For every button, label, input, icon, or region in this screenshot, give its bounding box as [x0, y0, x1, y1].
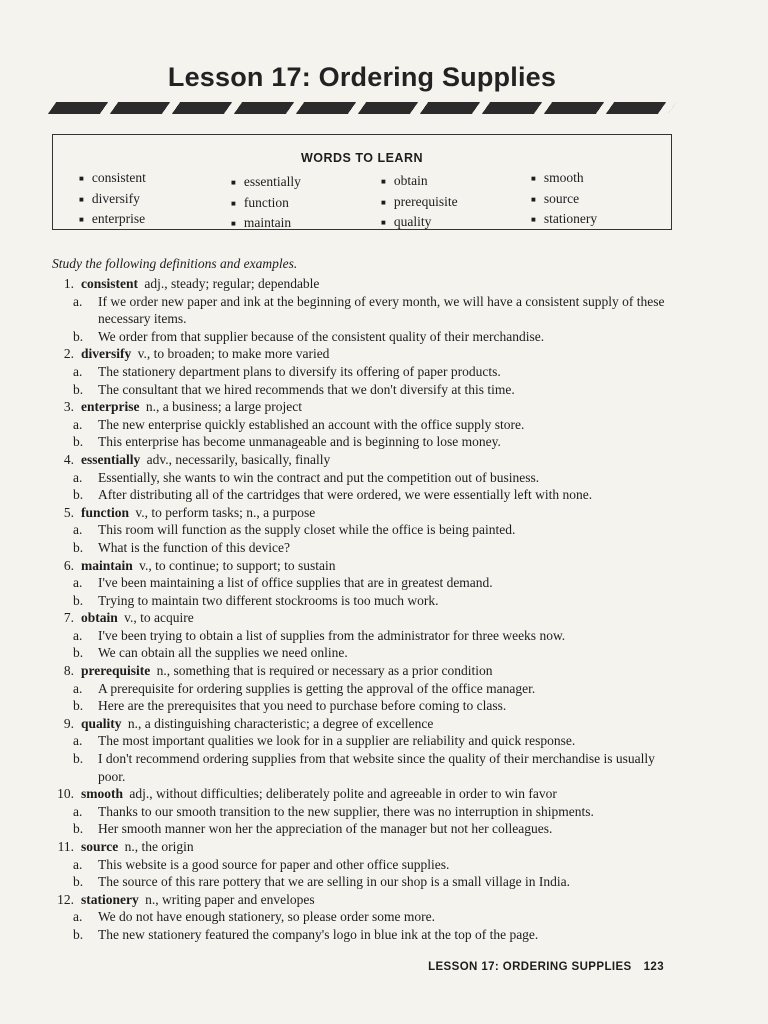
example-letter: a . — [73, 803, 98, 821]
definition-head — [52, 609, 677, 627]
example-sentence — [52, 381, 677, 399]
page-footer — [428, 961, 664, 973]
example-sentence — [52, 732, 677, 750]
word-column-3 — [381, 172, 458, 234]
example-sentence — [52, 469, 677, 487]
vocab-term: source — [81, 839, 119, 854]
example-sentence — [52, 680, 677, 698]
definition-head — [52, 275, 677, 293]
example-text: We do not have enough stationery, so please order some more. — [98, 909, 435, 925]
example-sentence — [52, 416, 677, 434]
word-column-4 — [531, 169, 597, 231]
example-sentence — [52, 521, 677, 539]
definition-head — [52, 398, 677, 416]
example-text: If we order new paper and ink at the beginning of every month, we will have a consistent supply of these necessary items. — [98, 293, 665, 327]
example-letter: a . — [73, 416, 98, 434]
example-text: The source of this rare pottery that we are selling in our shop is a small village in India. — [98, 874, 570, 890]
example-letter: b . — [73, 873, 98, 891]
example-letter: a . — [73, 908, 98, 926]
example-letter: b . — [73, 697, 98, 715]
example-letter: a . — [73, 521, 98, 539]
example-sentence — [52, 592, 677, 610]
words-to-learn-box — [52, 134, 672, 230]
term-definition: adj., without difficulties; deliberately polite and agreeable in order to win favor — [129, 786, 557, 802]
word-column-1 — [79, 169, 146, 231]
words-to-learn-heading: WORDS TO LEARN — [300, 151, 424, 165]
definition-head — [52, 891, 677, 909]
definition-entry — [52, 715, 677, 785]
word-item: ■ enterprise — [79, 210, 146, 231]
example-sentence — [52, 574, 677, 592]
word-item: ■ function — [231, 194, 301, 215]
example-letter: a . — [73, 293, 98, 328]
example-text: A prerequisite for ordering supplies is getting the approval of the office manager. — [98, 680, 536, 696]
example-sentence — [52, 873, 677, 891]
vocab-term: consistent — [81, 276, 138, 291]
example-text: The most important qualities we look for in a supplier are reliability and quick response. — [98, 733, 576, 749]
example-letter: b . — [73, 592, 98, 610]
example-sentence — [52, 820, 677, 838]
example-letter: a . — [73, 680, 98, 698]
example-letter: a . — [73, 856, 98, 874]
example-letter: a . — [73, 732, 98, 750]
definition-entry — [52, 557, 677, 610]
example-letter: b . — [73, 539, 98, 557]
definition-entry — [52, 609, 677, 662]
example-sentence — [52, 908, 677, 926]
example-sentence — [52, 856, 677, 874]
example-text: The new enterprise quickly established an account with the office supply store. — [98, 416, 525, 432]
example-text: Her smooth manner won her the appreciation of the manager but not her colleagues. — [98, 821, 553, 837]
entry-number: 4 . — [52, 451, 76, 469]
entry-number: 9 . — [52, 715, 76, 733]
example-sentence — [52, 750, 677, 785]
term-definition: adv., necessarily, basically, finally — [146, 451, 331, 467]
example-letter: b . — [73, 486, 98, 504]
term-definition: n., something that is required or necessary as a prior condition — [156, 663, 493, 679]
entry-number: 6 . — [52, 557, 76, 575]
example-text: Trying to maintain two different stockrooms is too much work. — [98, 592, 439, 608]
vocab-term: obtain — [81, 610, 118, 626]
term-definition: n., the origin — [124, 839, 194, 854]
vocab-term: smooth — [81, 786, 124, 802]
term-definition: adj., steady; regular; dependable — [144, 276, 320, 291]
entry-number: 2 . — [52, 345, 76, 363]
vocab-term: stationery — [81, 891, 139, 907]
word-item: ■ smooth — [531, 169, 597, 190]
definition-head — [52, 504, 677, 522]
example-letter: a . — [73, 363, 98, 381]
example-sentence — [52, 803, 677, 821]
definition-head — [52, 662, 677, 680]
example-sentence — [52, 486, 677, 504]
definition-entry — [52, 398, 677, 451]
running-head: LESSON 17: ORDERING SUPPLIES — [428, 961, 632, 973]
word-item: ■ quality — [381, 213, 458, 234]
example-letter: b . — [73, 644, 98, 662]
definition-entry — [52, 662, 677, 715]
term-definition: n., a business; a large project — [145, 399, 302, 415]
term-definition: n., a distinguishing characteristic; a degree of excellence — [127, 715, 434, 731]
example-text: Here are the prerequisites that you need to purchase before coming to class. — [98, 698, 507, 714]
definition-entry — [52, 345, 677, 398]
example-sentence — [52, 328, 677, 346]
example-sentence — [52, 293, 677, 328]
example-sentence — [52, 363, 677, 381]
example-sentence — [52, 926, 677, 944]
example-letter: b . — [73, 926, 98, 944]
definition-entry — [52, 891, 677, 944]
example-text: This enterprise has become unmanageable and is beginning to lose money. — [98, 434, 501, 450]
entry-number: 3 . — [52, 398, 76, 416]
example-text: We order from that supplier because of the consistent quality of their merchandise. — [98, 328, 545, 344]
entry-number: 11 . — [52, 838, 76, 856]
definition-entry — [52, 451, 677, 504]
example-letter: b . — [73, 381, 98, 399]
word-item: ■ diversify — [79, 190, 146, 211]
entry-number: 7 . — [52, 609, 76, 627]
example-sentence — [52, 433, 677, 451]
example-sentence — [52, 697, 677, 715]
example-text: After distributing all of the cartridges that were ordered, we were essentially left with none. — [98, 487, 593, 503]
example-letter: b . — [73, 820, 98, 838]
entry-number: 12 . — [52, 891, 76, 909]
definition-entry — [52, 838, 677, 891]
intro-instruction: Study the following definitions and examples. — [52, 256, 298, 271]
word-item: ■ maintain — [231, 214, 301, 235]
term-definition: v., to continue; to support; to sustain — [139, 557, 336, 573]
example-sentence — [52, 644, 677, 662]
vocab-term: diversify — [81, 346, 132, 362]
definition-head — [52, 838, 677, 856]
term-definition: v., to perform tasks; n., a purpose — [135, 504, 316, 520]
example-text: The stationery department plans to diversify its offering of paper products. — [98, 363, 501, 379]
vocab-term: prerequisite — [81, 663, 151, 679]
word-item: ■ essentially — [231, 173, 301, 194]
example-sentence — [52, 539, 677, 557]
decorative-stripe — [48, 102, 676, 114]
vocab-term: function — [81, 504, 130, 520]
example-letter: a . — [73, 469, 98, 487]
example-letter: b . — [73, 433, 98, 451]
term-definition: n., writing paper and envelopes — [145, 891, 315, 907]
word-column-2 — [231, 173, 301, 235]
definition-entry — [52, 504, 677, 557]
word-item: ■ source — [531, 190, 597, 211]
vocab-term: maintain — [81, 557, 133, 573]
example-text: Essentially, she wants to win the contract and put the competition out of business. — [98, 469, 540, 485]
example-text: This website is a good source for paper and other office supplies. — [98, 856, 450, 872]
example-text: I don't recommend ordering supplies from that website since the quality of their merchandise is usually poor. — [98, 751, 655, 784]
definition-entry — [52, 785, 677, 838]
vocab-term: enterprise — [81, 399, 140, 415]
definition-head — [52, 557, 677, 575]
example-letter: a . — [73, 627, 98, 645]
definitions-list — [52, 275, 677, 944]
word-item: ■ consistent — [79, 169, 146, 190]
example-text: We can obtain all the supplies we need online. — [98, 645, 348, 661]
example-letter: b . — [73, 750, 98, 785]
example-text: The new stationery featured the company's logo in blue ink at the top of the page. — [98, 926, 539, 942]
definition-entry — [52, 275, 677, 345]
example-text: Thanks to our smooth transition to the new supplier, there was no interruption in shipments. — [98, 803, 594, 819]
word-item: ■ stationery — [531, 210, 597, 231]
entry-number: 5 . — [52, 504, 76, 522]
entry-number: 1 . — [52, 275, 76, 293]
example-text: What is the function of this device? — [98, 539, 290, 555]
page-title: Lesson 17: Ordering Supplies — [167, 62, 557, 92]
definition-head — [52, 785, 677, 803]
term-definition: v., to broaden; to make more varied — [137, 346, 330, 362]
example-letter: a . — [73, 574, 98, 592]
definition-head — [52, 345, 677, 363]
example-text: The consultant that we hired recommends that we don't diversify at this time. — [98, 381, 515, 397]
term-definition: v., to acquire — [124, 610, 194, 626]
example-text: This room will function as the supply closet while the office is being painted. — [98, 522, 516, 538]
entry-number: 8 . — [52, 662, 76, 680]
entry-number: 10 . — [52, 785, 76, 803]
example-letter: b . — [73, 328, 98, 346]
word-item: ■ obtain — [381, 172, 458, 193]
example-text: I've been trying to obtain a list of supplies from the administrator for three weeks now. — [98, 627, 566, 643]
example-sentence — [52, 627, 677, 645]
vocab-term: essentially — [81, 451, 141, 467]
definition-head — [52, 715, 677, 733]
example-text: I've been maintaining a list of office supplies that are in greatest demand. — [98, 575, 493, 591]
vocab-term: quality — [81, 715, 122, 731]
word-item: ■ prerequisite — [381, 193, 458, 214]
page-number: 123 — [643, 961, 664, 973]
definition-head — [52, 451, 677, 469]
